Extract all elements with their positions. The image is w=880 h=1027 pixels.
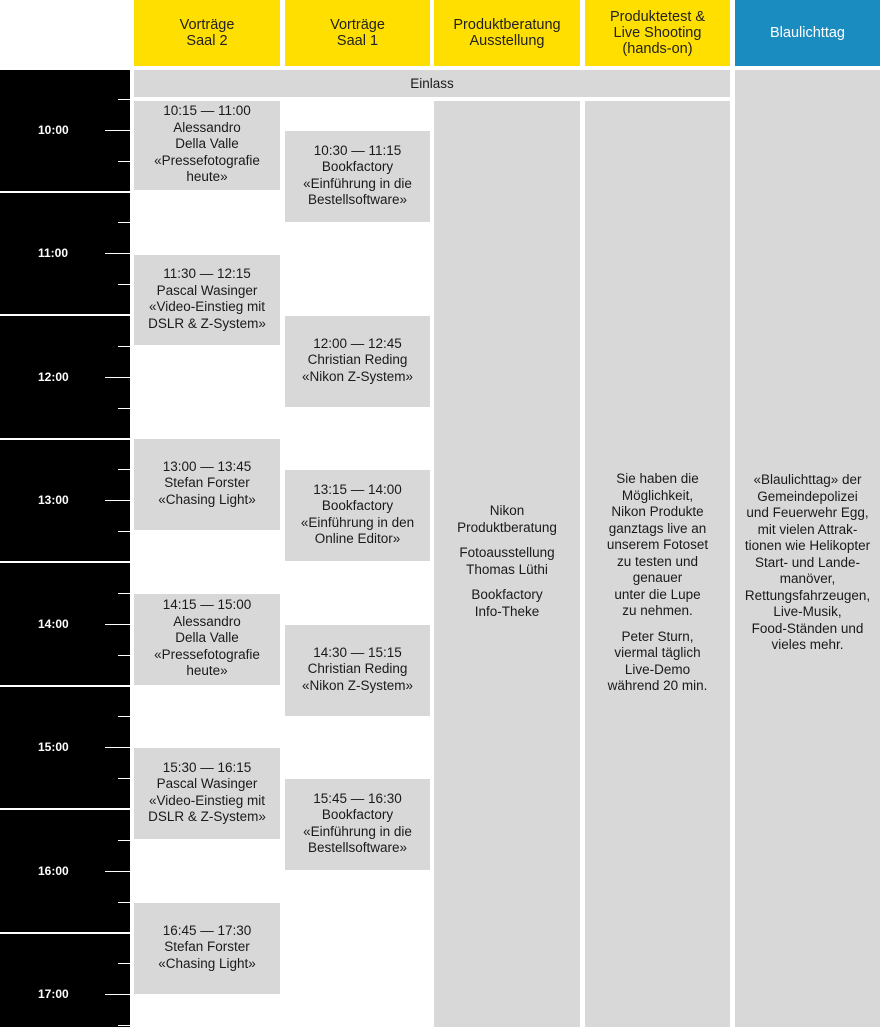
session-saal2-6[interactable]: 16:45 — 17:30 Stefan Forster «Chasing Light» bbox=[134, 903, 280, 994]
time-label-17: 17:00 bbox=[38, 987, 69, 1001]
header-blaulichttag: Blaulichttag bbox=[735, 0, 880, 66]
hour-separator bbox=[0, 438, 130, 440]
time-label-11: 11:00 bbox=[38, 246, 69, 260]
time-label-16: 16:00 bbox=[38, 864, 69, 878]
header-produktberatung: Produktberatung Ausstellung bbox=[434, 0, 580, 66]
time-label-13: 13:00 bbox=[38, 493, 69, 507]
header-produktetest: Produktetest & Live Shooting (hands-on) bbox=[585, 0, 730, 66]
hour-separator bbox=[0, 685, 130, 687]
hour-separator bbox=[0, 561, 130, 563]
hour-separator bbox=[0, 191, 130, 193]
time-label-14: 14:00 bbox=[38, 617, 69, 631]
produktberatung-block: Nikon Produktberatung Fotoausstellung Thomas Lüthi Bookfactory Info-Theke bbox=[434, 101, 580, 1027]
blaulichttag-block: «Blaulichttag» der Gemeindepolizei und Feuerwehr Egg, mit vielen Attrak- tionen wie Helikopter Start- und Lande- manöver, Rettungsfahrzeugen, Live-Musik, Food-Ständen und vieles mehr. bbox=[735, 70, 880, 1027]
header-saal-2: Vorträge Saal 2 bbox=[134, 0, 280, 66]
session-saal1-1[interactable]: 10:30 — 11:15 Bookfactory «Einführung in die Bestellsoftware» bbox=[285, 131, 430, 222]
hour-separator bbox=[0, 932, 130, 934]
session-saal1-2[interactable]: 12:00 — 12:45 Christian Reding «Nikon Z-System» bbox=[285, 316, 430, 407]
timeline bbox=[0, 70, 130, 1027]
hour-separator bbox=[0, 314, 130, 316]
session-saal2-1[interactable]: 10:15 — 11:00 Alessandro Della Valle «Pressefotografie heute» bbox=[134, 101, 280, 190]
session-saal2-5[interactable]: 15:30 — 16:15 Pascal Wasinger «Video-Einstieg mit DSLR & Z-System» bbox=[134, 748, 280, 839]
session-saal2-4[interactable]: 14:15 — 15:00 Alessandro Della Valle «Pressefotografie heute» bbox=[134, 594, 280, 685]
produktetest-block: Sie haben die Möglichkeit, Nikon Produkte ganztags live an unserem Fotoset zu testen und genauer unter die Lupe zu nehmen. Peter Sturn, viermal täglich Live-Demo während 20 min. bbox=[585, 101, 730, 1027]
header-saal-1: Vorträge Saal 1 bbox=[285, 0, 430, 66]
time-label-15: 15:00 bbox=[38, 740, 69, 754]
session-saal1-5[interactable]: 15:45 — 16:30 Bookfactory «Einführung in die Bestellsoftware» bbox=[285, 779, 430, 870]
einlass-bar: Einlass bbox=[134, 70, 730, 97]
time-label-10: 10:00 bbox=[38, 123, 69, 137]
session-saal1-4[interactable]: 14:30 — 15:15 Christian Reding «Nikon Z-System» bbox=[285, 625, 430, 716]
session-saal2-2[interactable]: 11:30 — 12:15 Pascal Wasinger «Video-Einstieg mit DSLR & Z-System» bbox=[134, 255, 280, 345]
time-label-12: 12:00 bbox=[38, 370, 69, 384]
hour-separator bbox=[0, 808, 130, 810]
session-saal2-3[interactable]: 13:00 — 13:45 Stefan Forster «Chasing Light» bbox=[134, 439, 280, 530]
session-saal1-3[interactable]: 13:15 — 14:00 Bookfactory «Einführung in den Online Editor» bbox=[285, 470, 430, 561]
